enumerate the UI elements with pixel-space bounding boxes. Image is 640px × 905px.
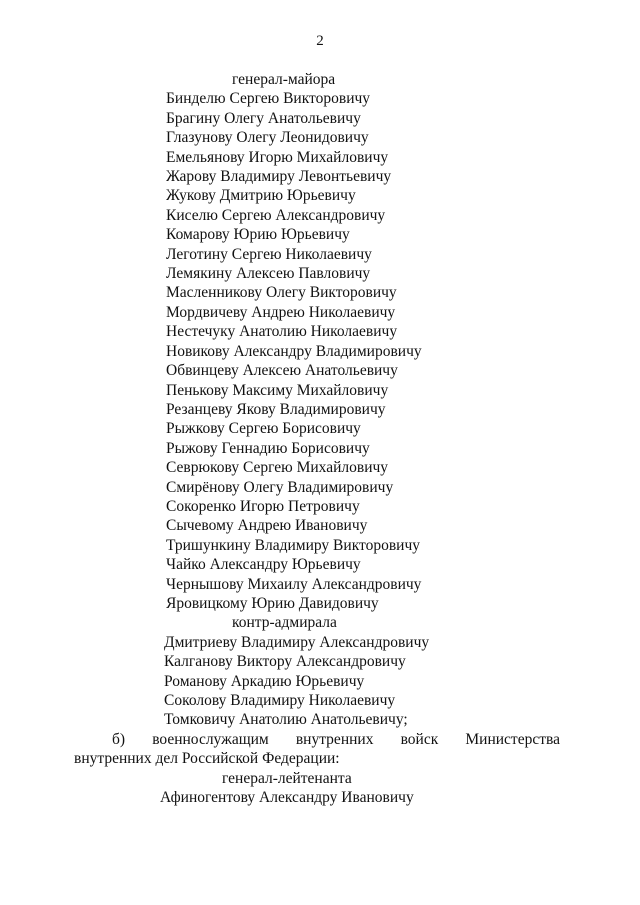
person-name: Новикову Александру Владимировичу	[166, 342, 422, 360]
person-name: Соколову Владимиру Николаевичу	[164, 692, 396, 709]
person-name: Лемякину Алексею Павловичу	[166, 265, 371, 283]
person-name: Рыжкову Сергею Борисовичу	[166, 420, 361, 438]
paragraph-b-word: военнослужащим	[152, 730, 269, 748]
person-name: Сычевому Андрею Ивановичу	[166, 517, 368, 535]
person-name: Севрюкову Сергею Михайловичу	[166, 459, 389, 477]
person-name: Чернышову Михаилу Александровичу	[166, 575, 422, 593]
person-name: Жарову Владимиру Левонтьевичу	[166, 168, 392, 186]
person-name: Рыжову Геннадию Борисовичу	[166, 439, 370, 457]
person-name: Резанцеву Якову Владимировичу	[166, 400, 386, 418]
person-name: Емельянову Игорю Михайловичу	[166, 148, 389, 166]
person-name: Дмитриеву Владимиру Александровичу	[164, 633, 430, 651]
person-name: Глазунову Олегу Леонидовичу	[166, 129, 369, 147]
person-name: Леготину Сергею Николаевичу	[166, 245, 372, 263]
paragraph-b-word: внутренних	[295, 730, 374, 748]
person-name: Романову Аркадию Юрьевичу	[164, 672, 365, 690]
person-name: Калганову Виктору Александровичу	[164, 653, 406, 671]
paragraph-b-word: б)	[112, 730, 126, 748]
person-name: Смирёнову Олегу Владимировичу	[166, 478, 394, 496]
document-body	[0, 70, 640, 807]
person-name: Обвинцеву Алексею Анатольевичу	[166, 362, 398, 380]
paragraph-b-word: Министерства	[465, 730, 560, 748]
person-name: Чайко Александру Юрьевичу	[166, 556, 361, 574]
person-name: Томковичу Анатолию Анатольевичу;	[164, 711, 408, 729]
page-number: 2	[316, 33, 324, 49]
person-name: Пенькову Максиму Михайловичу	[166, 381, 389, 399]
rank-heading-major-general: генерал-майора	[232, 71, 336, 88]
person-name: Афиногентову Александру Ивановичу	[160, 789, 414, 807]
paragraph-b-word: войск	[400, 730, 439, 748]
person-name: Бинделю Сергею Викторовичу	[166, 90, 371, 108]
paragraph-b-first-line	[74, 730, 560, 749]
person-name: Киселю Сергею Александровичу	[166, 206, 386, 224]
person-name: Тришункину Владимиру Викторовичу	[166, 536, 420, 554]
rank-heading-rear-admiral: контр-адмирала	[232, 614, 337, 632]
person-name: Жукову Дмитрию Юрьевичу	[166, 187, 356, 205]
paragraph-b	[0, 730, 560, 769]
person-name: Нестечуку Анатолию Николаевичу	[166, 323, 398, 341]
rank-heading-lieutenant-general: генерал-лейтенанта	[222, 769, 352, 787]
person-name: Сокоренко Игорю Петровичу	[166, 497, 360, 515]
person-name: Мордвичеву Андрею Николаевичу	[166, 303, 396, 321]
person-name: Масленникову Олегу Викторовичу	[166, 284, 397, 302]
person-name: Комарову Юрию Юрьевичу	[166, 226, 350, 244]
person-name: Брагину Олегу Анатольевичу	[166, 109, 361, 127]
paragraph-b-second-line: внутренних дел Российской Федерации:	[74, 750, 340, 768]
person-name: Яровицкому Юрию Давидовичу	[166, 594, 379, 612]
